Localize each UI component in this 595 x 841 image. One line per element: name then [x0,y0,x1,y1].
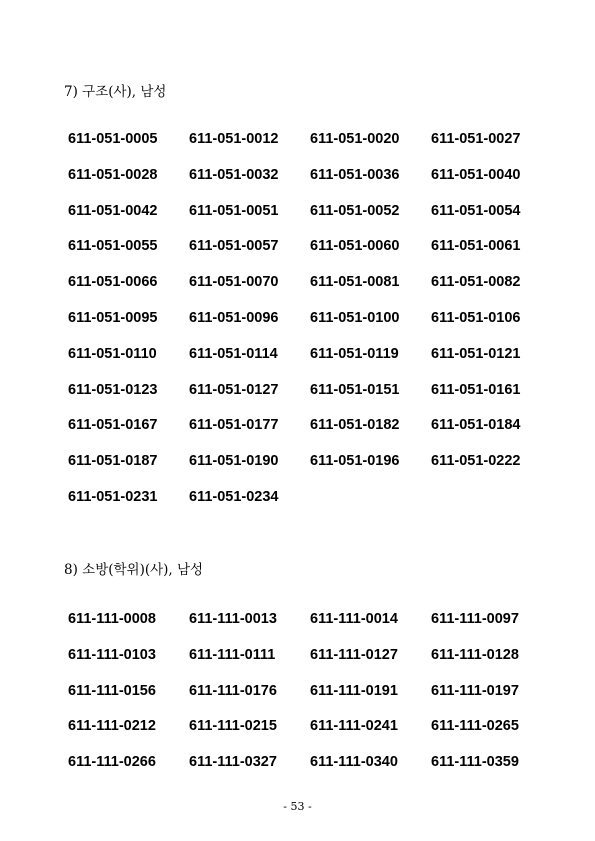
registration-number: 611-051-0222 [431,453,521,470]
registration-number: 611-051-0119 [310,345,399,362]
registration-number: 611-111-0191 [310,682,398,699]
registration-number: 611-111-0097 [431,611,519,627]
registration-number: 611-051-0052 [310,202,400,219]
registration-number: 611-051-0082 [431,274,521,291]
number-row [68,753,548,789]
registration-number: 611-051-0070 [189,274,279,291]
registration-number: 611-051-0012 [189,131,279,147]
registration-number: 611-111-0212 [68,718,156,735]
registration-number: 611-051-0020 [310,131,400,147]
registration-number: 611-111-0265 [431,718,519,735]
registration-number: 611-051-0028 [68,166,158,183]
registration-number: 611-111-0008 [68,611,156,627]
section-title-7: 7) 구조(사), 남성 [64,84,167,100]
registration-number: 611-051-0005 [68,131,158,147]
registration-number: 611-051-0100 [310,309,400,326]
registration-number: 611-111-0014 [310,611,398,627]
registration-number: 611-051-0032 [189,166,279,183]
registration-number: 611-051-0114 [189,345,278,362]
number-row [68,309,548,345]
registration-number: 611-111-0156 [68,682,156,699]
registration-number: 611-051-0081 [310,274,400,291]
number-row [68,381,548,417]
registration-number: 611-051-0055 [68,238,158,255]
registration-number: 611-051-0061 [431,238,521,255]
registration-number: 611-111-0111 [189,646,276,663]
registration-number: 611-051-0057 [189,238,279,255]
registration-number: 611-111-0241 [310,718,398,735]
registration-number: 611-051-0110 [68,345,157,362]
registration-number: 611-111-0176 [189,682,277,699]
number-row [68,130,548,166]
number-row [68,610,548,646]
registration-number: 611-111-0013 [189,611,277,627]
registration-number: 611-051-0121 [431,345,521,362]
registration-number: 611-051-0177 [189,417,279,434]
registration-number: 611-051-0106 [431,309,521,326]
registration-number: 611-051-0127 [189,381,279,398]
number-row [68,202,548,238]
number-row [68,273,548,309]
number-row [68,488,548,524]
registration-number: 611-051-0234 [189,488,279,505]
number-list-7 [68,130,548,524]
number-list-8 [68,610,548,789]
number-row [68,452,548,488]
registration-number: 611-051-0066 [68,274,158,291]
registration-number: 611-051-0182 [310,417,400,434]
number-row [68,345,548,381]
registration-number: 611-111-0128 [431,646,519,663]
number-row [68,237,548,273]
registration-number: 611-051-0123 [68,381,158,398]
registration-number: 611-111-0197 [431,682,519,699]
registration-number: 611-051-0231 [68,488,158,505]
registration-number: 611-051-0042 [68,202,158,219]
registration-number: 611-051-0151 [310,381,400,398]
registration-number: 611-111-0103 [68,646,156,663]
registration-number: 611-111-0327 [189,754,277,771]
number-row [68,717,548,753]
registration-number: 611-111-0359 [431,754,519,771]
registration-number: 611-111-0127 [310,646,398,663]
registration-number: 611-051-0060 [310,238,400,255]
page-number: - 53 - [283,800,312,813]
registration-number: 611-051-0027 [431,131,521,147]
registration-number: 611-051-0036 [310,166,400,183]
registration-number: 611-111-0266 [68,754,156,771]
registration-number: 611-111-0340 [310,754,398,771]
section-title-8: 8) 소방(학위)(사), 남성 [64,562,204,578]
registration-number: 611-051-0190 [189,453,279,470]
number-row [68,416,548,452]
registration-number: 611-051-0051 [189,202,279,219]
number-row [68,646,548,682]
number-row [68,682,548,718]
registration-number: 611-051-0096 [189,309,279,326]
registration-number: 611-051-0054 [431,202,521,219]
registration-number: 611-051-0196 [310,453,400,470]
registration-number: 611-051-0187 [68,453,158,470]
number-row [68,166,548,202]
registration-number: 611-051-0161 [431,381,521,398]
registration-number: 611-051-0184 [431,417,521,434]
registration-number: 611-051-0167 [68,417,158,434]
registration-number: 611-051-0095 [68,309,158,326]
registration-number: 611-051-0040 [431,166,521,183]
registration-number: 611-111-0215 [189,718,277,735]
